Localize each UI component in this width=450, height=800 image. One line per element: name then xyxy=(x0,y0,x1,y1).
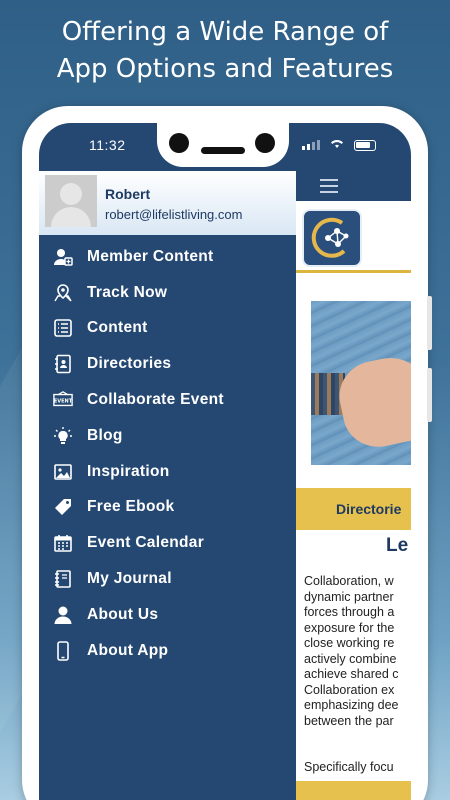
drawer-menu xyxy=(39,239,296,669)
menu-item-blog[interactable] xyxy=(39,418,296,454)
paragraph-line: Collaboration, w xyxy=(304,574,394,588)
status-time: 11:32 xyxy=(89,137,126,153)
paragraph-line: close working re xyxy=(304,636,395,650)
hero-image xyxy=(311,301,411,465)
menu-item-label: Collaborate Event xyxy=(87,391,224,409)
profile-header[interactable] xyxy=(39,171,296,235)
headline-line-1: Offering a Wide Range of xyxy=(61,17,389,47)
menu-item-label: Track Now xyxy=(87,283,168,301)
menu-item-label: Event Calendar xyxy=(87,534,205,552)
tag-icon xyxy=(53,497,73,517)
headline-line-2: App Options and Features xyxy=(56,54,394,84)
menu-item-directories[interactable] xyxy=(39,346,296,382)
content-title: Le xyxy=(386,535,409,556)
paragraph-line: forces through a xyxy=(304,605,395,619)
menu-item-collaborate-event[interactable] xyxy=(39,382,296,418)
paragraph-line: Collaboration ex xyxy=(304,682,395,697)
menu-item-label: About App xyxy=(87,641,169,659)
menu-item-content[interactable] xyxy=(39,311,296,347)
paragraph-line: exposure for the xyxy=(304,620,395,635)
menu-item-label: Free Ebook xyxy=(87,498,175,516)
menu-item-about-app[interactable] xyxy=(39,633,296,669)
status-icons xyxy=(302,138,376,152)
phone-icon xyxy=(53,641,73,661)
signal-icon xyxy=(302,140,320,150)
menu-item-event-calendar[interactable] xyxy=(39,525,296,561)
bottom-band xyxy=(294,781,411,800)
menu-item-track-now[interactable] xyxy=(39,275,296,311)
paragraph-line: actively combine xyxy=(304,651,397,666)
map-pin-icon xyxy=(53,283,73,303)
menu-item-free-ebook[interactable] xyxy=(39,490,296,526)
speaker-icon xyxy=(201,147,245,154)
profile-name: Robert xyxy=(105,186,151,202)
wifi-icon xyxy=(330,138,344,152)
phone-notch xyxy=(157,123,289,167)
app-top-bar xyxy=(294,123,411,201)
content-paragraph xyxy=(304,574,411,729)
svg-text:EVENT: EVENT xyxy=(53,398,73,405)
phone-side-button xyxy=(427,368,432,422)
camera-icon xyxy=(169,133,189,153)
hamburger-menu-icon[interactable] xyxy=(320,179,338,197)
menu-item-about-us[interactable] xyxy=(39,597,296,633)
directories-band[interactable]: Directorie xyxy=(294,488,411,530)
person-icon xyxy=(53,605,73,625)
phone-screen xyxy=(39,123,411,800)
menu-item-label: My Journal xyxy=(87,570,172,588)
menu-item-label: Content xyxy=(87,319,148,337)
menu-item-label: Directories xyxy=(87,355,172,373)
menu-item-member-content[interactable] xyxy=(39,239,296,275)
menu-item-label: Member Content xyxy=(87,247,214,265)
profile-email: robert@lifelistliving.com xyxy=(105,207,243,222)
app-main-content xyxy=(294,123,411,800)
battery-icon xyxy=(354,140,376,151)
phone-frame xyxy=(22,106,428,800)
menu-item-label: Inspiration xyxy=(87,462,170,480)
event-sign-icon xyxy=(53,390,73,410)
navigation-drawer xyxy=(39,123,296,800)
menu-item-my-journal[interactable] xyxy=(39,561,296,597)
paragraph-line: emphasizing dee xyxy=(304,698,399,712)
journal-icon xyxy=(53,569,73,589)
avatar xyxy=(45,175,97,227)
menu-item-label: About Us xyxy=(87,605,159,623)
content-paragraph-2: Specifically focu xyxy=(304,760,394,774)
paragraph-line: achieve shared c xyxy=(304,667,399,681)
paragraph-line: dynamic partner xyxy=(304,589,394,604)
headline xyxy=(0,14,450,88)
camera-icon xyxy=(255,133,275,153)
menu-item-inspiration[interactable] xyxy=(39,454,296,490)
paragraph-line: between the par xyxy=(304,713,394,728)
lightbulb-icon xyxy=(53,426,73,446)
member-content-icon xyxy=(53,247,73,267)
app-logo xyxy=(302,209,362,267)
phone-side-button xyxy=(427,296,432,350)
address-book-icon xyxy=(53,354,73,374)
menu-item-label: Blog xyxy=(87,426,123,444)
calendar-icon xyxy=(53,533,73,553)
list-icon xyxy=(53,318,73,338)
logo-row xyxy=(294,201,411,273)
image-icon xyxy=(53,462,73,482)
